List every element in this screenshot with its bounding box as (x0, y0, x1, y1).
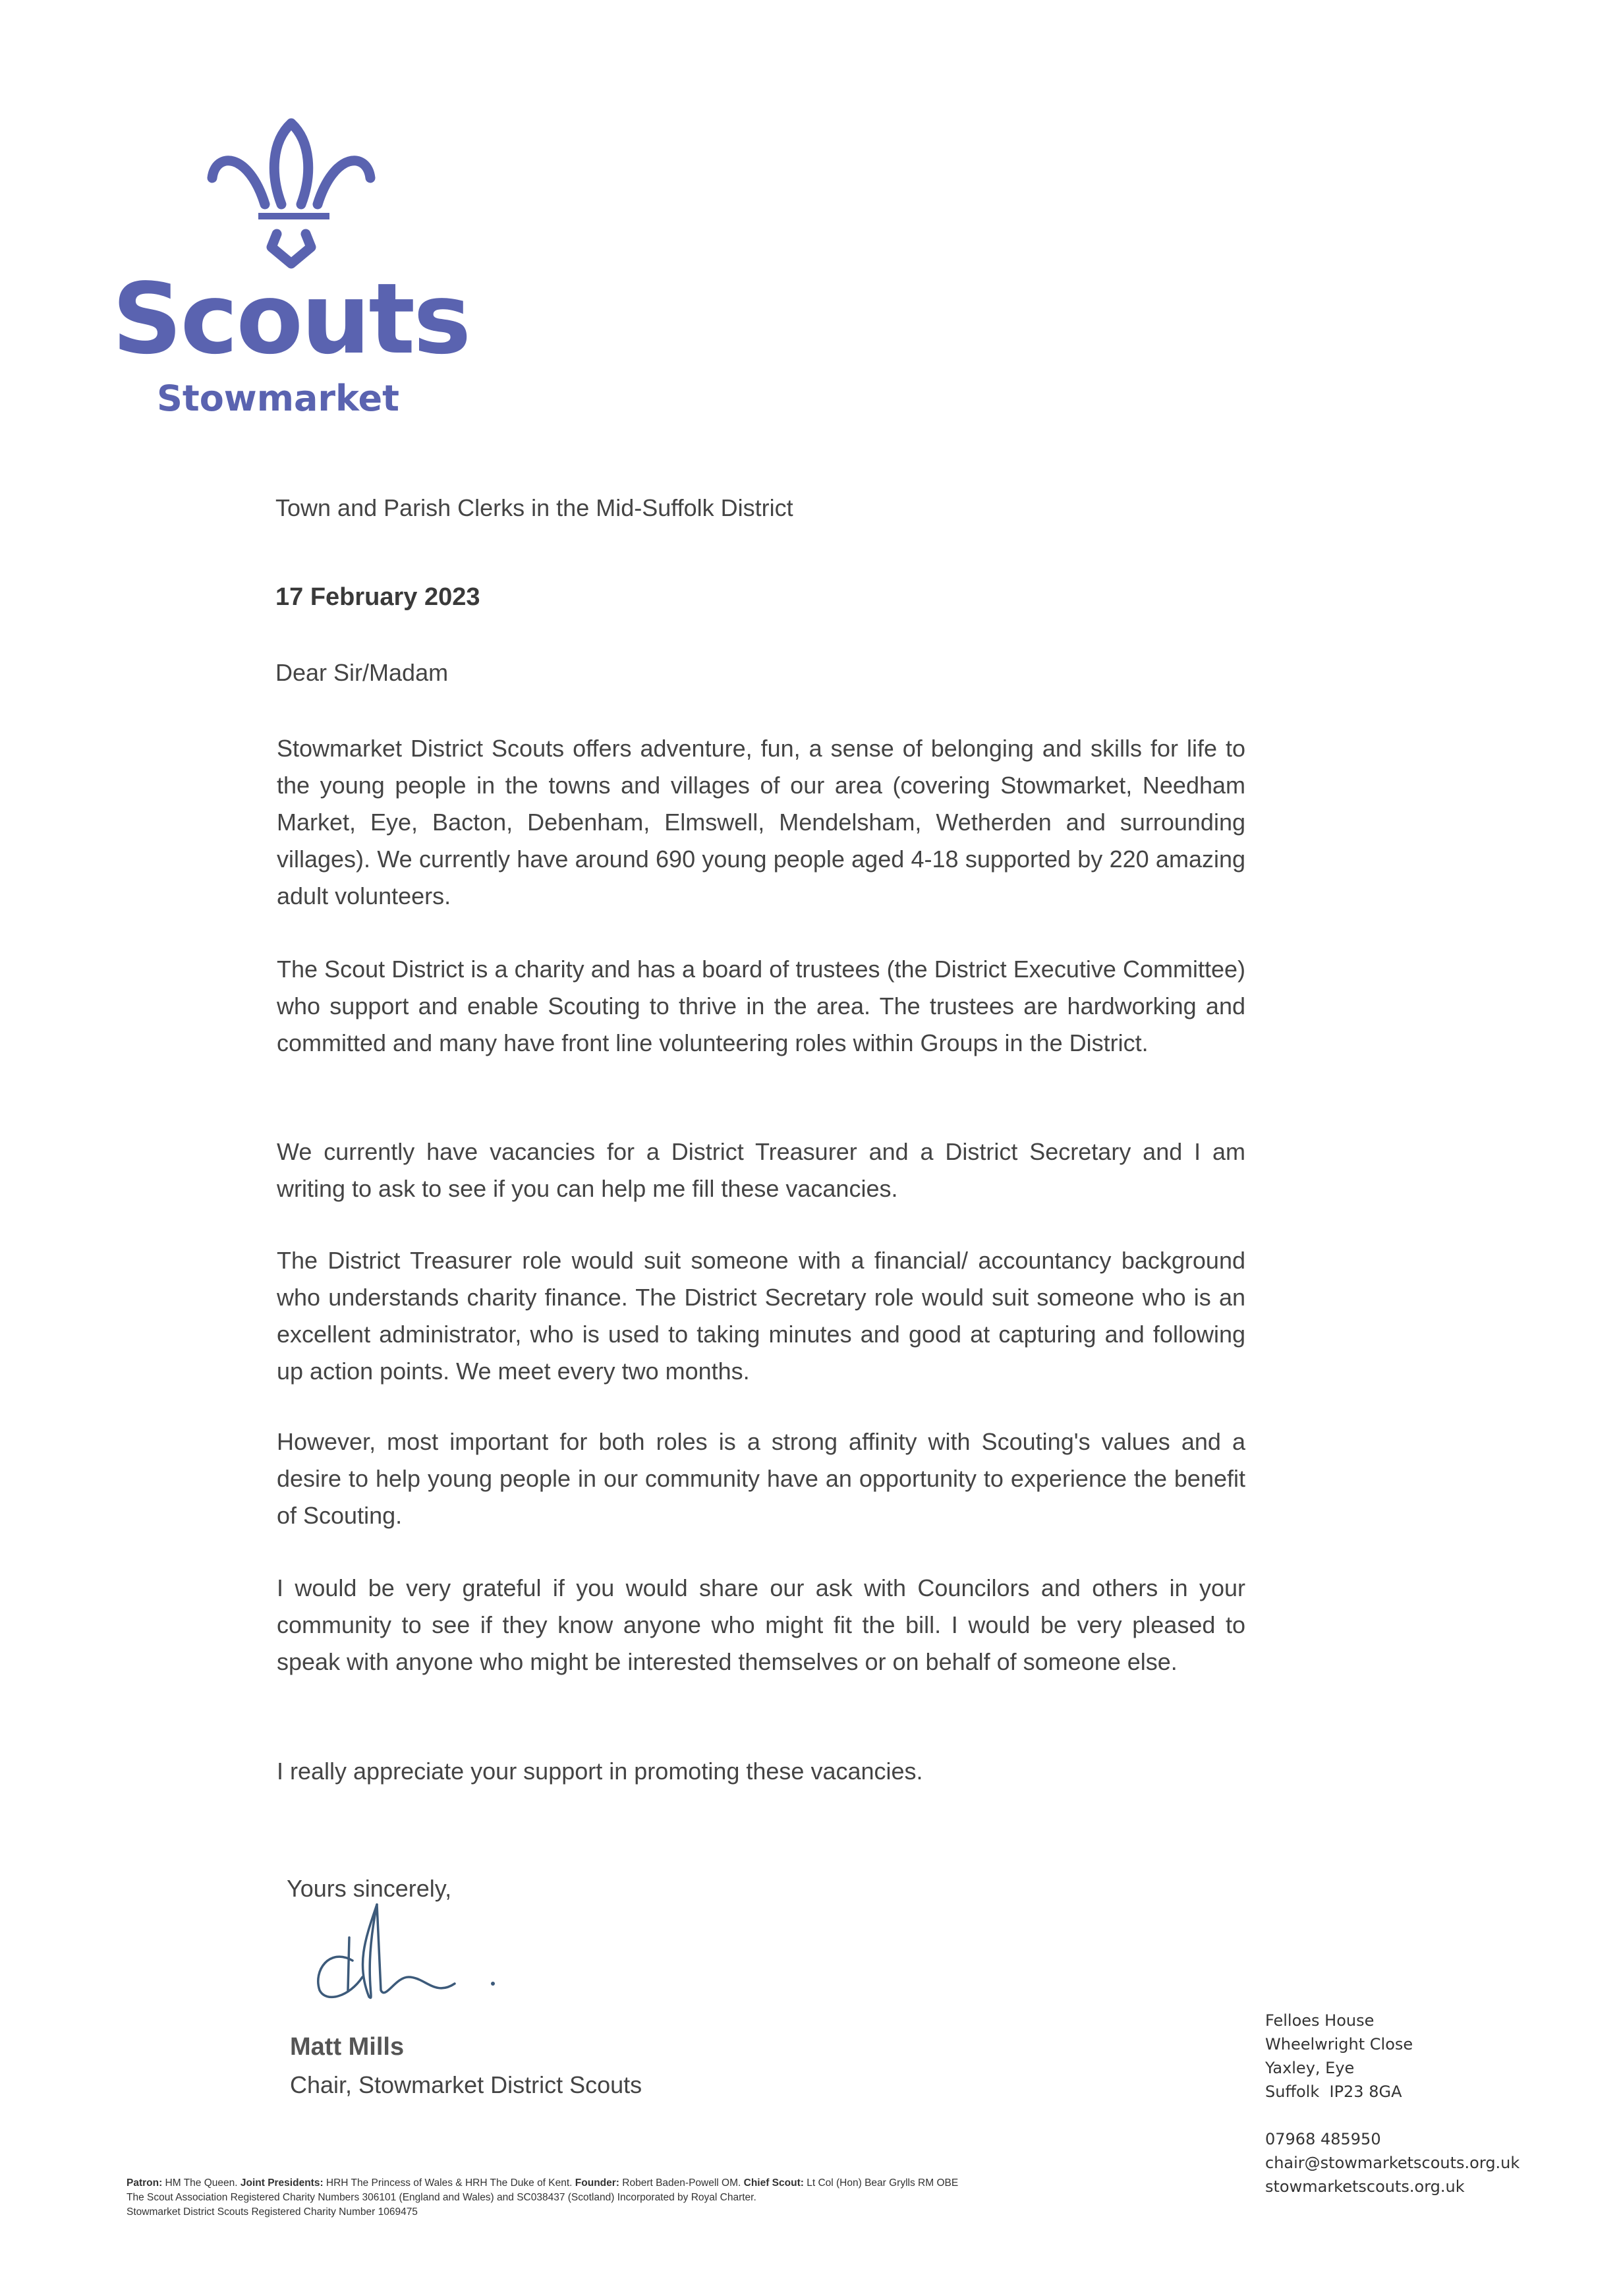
logo-wordmark: Scouts (112, 262, 470, 376)
footer-legal (127, 2176, 1214, 2220)
signatory-name: Matt Mills (290, 2033, 405, 2061)
website-link[interactable]: stowmarketscouts.org.uk (1265, 2177, 1465, 2196)
body-paragraph: The District Treasurer role would suit someone with a financial/ accountancy background who understands charity finance. The District Secretary role would suit someone who is an excellent administrator, who is used to taking minutes and good at capturing and following up action points. We meet every two months. (277, 1247, 1245, 1385)
closing-line: Yours sincerely, (287, 1875, 452, 1902)
footer-text: Lt Col (Hon) Bear Grylls RM OBE (803, 2177, 959, 2189)
body-paragraph: Stowmarket District Scouts offers adventure, fun, a sense of belonging and skills for life to the young people in the towns and villages of our area (covering Stowmarket, Needham Market, Eye, Bacton, Debenham, Elmswell, Mendelsham, Wetherden and surrounding villages). We currently have around 690 young people aged 4-18 supported by 220 amazing adult volunteers. (277, 735, 1245, 909)
footer-line-1 (127, 2176, 1214, 2191)
footer-text: HM The Queen. (162, 2177, 241, 2189)
salutation: Dear Sir/Madam (275, 659, 449, 686)
footer-text: Robert Baden-Powell OM. (619, 2177, 744, 2189)
footer-text: HRH The Princess of Wales & HRH The Duke of Kent. (323, 2177, 575, 2189)
contact-block (1265, 2009, 1520, 2198)
body-paragraph: We currently have vacancies for a District Treasurer and a District Secretary and I am writing to ask to see if you can help me fill these vacancies. (277, 1138, 1245, 1202)
footer-label: Founder: (575, 2177, 619, 2189)
signatory-role: Chair, Stowmarket District Scouts (290, 2071, 642, 2098)
recipient-line: Town and Parish Clerks in the Mid-Suffolk District (275, 494, 793, 521)
body-paragraph: I really appreciate your support in promoting these vacancies. (277, 1758, 923, 1785)
address-line: Suffolk IP23 8GA (1265, 2082, 1402, 2101)
phone-number: 07968 485950 (1265, 2130, 1381, 2148)
body-paragraph: The Scout District is a charity and has a board of trustees (the District Executive Committee) who support and enable Scouting to thrive in the area. The trustees are hardworking and committed and many have front line volunteering roles within Groups in the District. (277, 956, 1245, 1056)
footer-label: Patron: (127, 2177, 163, 2189)
signature-icon (303, 1898, 514, 2017)
letter-date: 17 February 2023 (275, 583, 480, 611)
address-line: Wheelwright Close (1265, 2035, 1413, 2053)
body-paragraph: I would be very grateful if you would share our ask with Councilors and others in your community to see if they know anyone who might fit the bill. I would be very pleased to speak with anyone who might be interested themselves or on behalf of someone else. (277, 1574, 1245, 1675)
body-paragraph: However, most important for both roles is a strong affinity with Scouting's values and a desire to help young people in our community have an opportunity to experience the benefit of Scouting. (277, 1428, 1245, 1529)
address-line: Felloes House (1265, 2011, 1375, 2030)
footer-line-3: Stowmarket District Scouts Registered Charity Number 1069475 (127, 2206, 418, 2218)
address-line: Yaxley, Eye (1265, 2059, 1355, 2077)
footer-label: Joint Presidents: (240, 2177, 324, 2189)
fleur-de-lis-icon (192, 115, 390, 273)
footer-line-2: The Scout Association Registered Charity Numbers 306101 (England and Wales) and SC038437 (Scotland) Incorporated by Royal Charter. (127, 2192, 756, 2203)
logo-subtitle: Stowmarket (157, 378, 399, 419)
email-link[interactable]: chair@stowmarketscouts.org.uk (1265, 2154, 1520, 2172)
footer-label: Chief Scout: (743, 2177, 804, 2189)
